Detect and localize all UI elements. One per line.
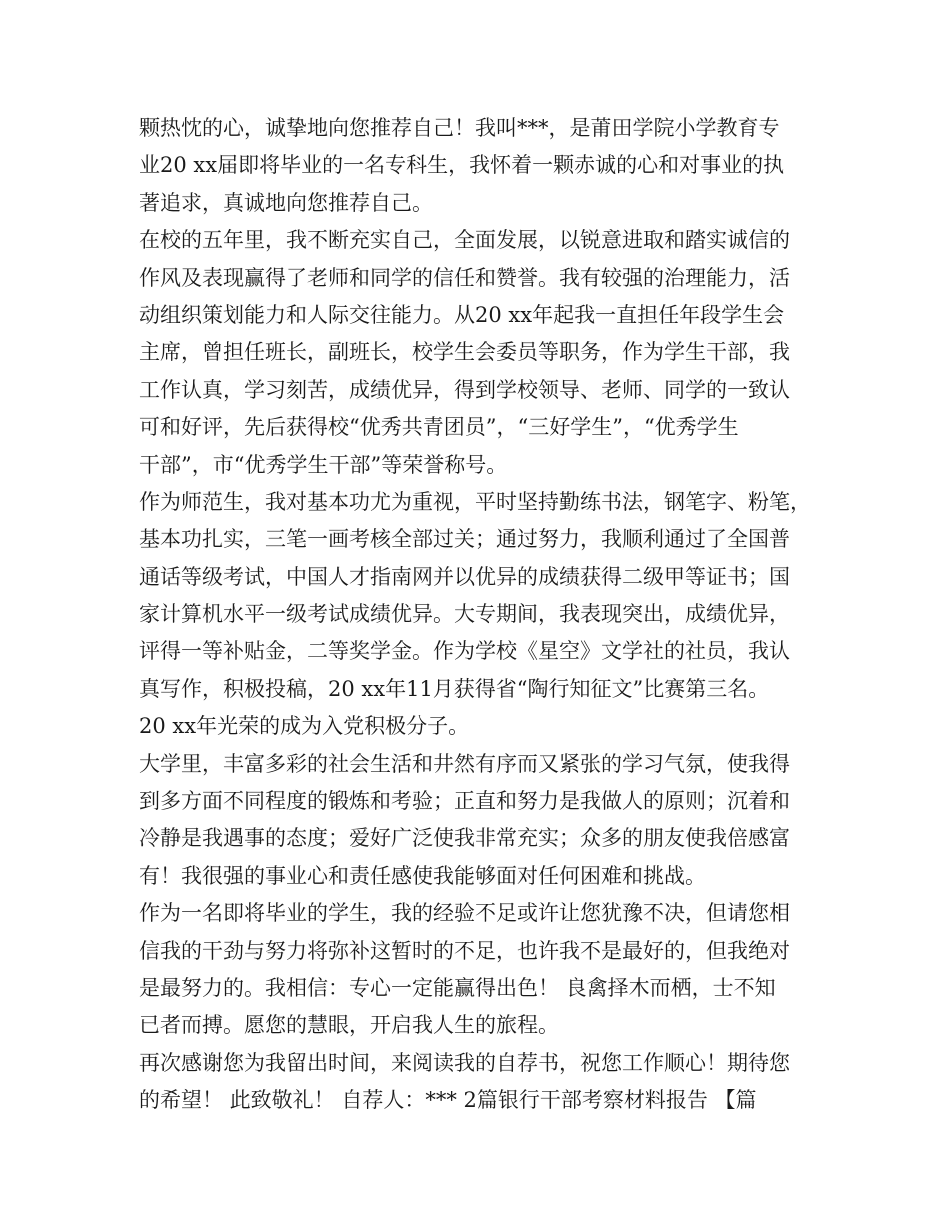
text-line: 工作认真，学习刻苦，成绩优异，得到学校领导、老师、同学的一致认	[139, 377, 790, 402]
text-line: 颗热忱的心，诚挚地向您推荐自己！我叫***，是莆田学院小学教育专	[139, 116, 780, 140]
text-line: 通话等级考试，中国人才指南网并以优异的成绩获得二级甲等证书；国	[139, 564, 790, 589]
text-line: 20 xx年光荣的成为入党积极分子。	[139, 714, 470, 739]
text-line: 是最努力的。我相信：专心一定能赢得出色！ 良禽择木而栖，士不知	[139, 975, 776, 1000]
text-line: 动组织策划能力和人际交往能力。从20 xx年起我一直担任年段学生会	[139, 302, 785, 327]
text-line: 已者而搏。愿您的慧眼，开启我人生的旅程。	[139, 1013, 559, 1038]
text-line: 可和好评，先后获得校“优秀共青团员”，“三好学生”，“优秀学生	[139, 415, 739, 440]
text-line: 有！我很强的事业心和责任感使我能够面对任何困难和挑战。	[139, 863, 706, 888]
text-line: 评得一等补贴金，二等奖学金。作为学校《星空》文学社的社员，我认	[139, 639, 790, 664]
text-line: 再次感谢您为我留出时间，来阅读我的自荐书，祝您工作顺心！期待您	[139, 1050, 790, 1075]
text-line: 业20 xx届即将毕业的一名专科生，我怀着一颗赤诚的心和对事业的执	[139, 153, 785, 178]
text-line: 到多方面不同程度的锻炼和考验；正直和努力是我做人的原则；沉着和	[139, 789, 790, 814]
document-body	[139, 110, 839, 1120]
text-line: 冷静是我遇事的态度；爱好广泛使我非常充实；众多的朋友使我倍感富	[139, 826, 790, 851]
text-line: 作为师范生，我对基本功尤为重视，平时坚持勤练书法，钢笔字、粉笔，	[139, 489, 811, 514]
text-line: 大学里，丰富多彩的社会生活和井然有序而又紧张的学习气氛，使我得	[139, 751, 790, 776]
text-line: 主席，曾担任班长，副班长，校学生会委员等职务，作为学生干部，我	[139, 340, 790, 365]
text-line: 的希望！ 此致敬礼！ 自荐人：*** 2篇银行干部考察材料报告 【篇	[139, 1088, 757, 1113]
text-line: 作风及表现赢得了老师和同学的信任和赞誉。我有较强的治理能力，活	[139, 265, 790, 290]
text-line: 作为一名即将毕业的学生，我的经验不足或许让您犹豫不决，但请您相	[139, 901, 790, 926]
text-line: 基本功扎实，三笔一画考核全部过关；通过努力，我顺利通过了全国普	[139, 527, 790, 552]
text-line: 在校的五年里，我不断充实自己，全面发展，以锐意进取和踏实诚信的	[139, 228, 790, 253]
text-line: 家计算机水平一级考试成绩优异。大专期间，我表现突出，成绩优异，	[139, 602, 790, 627]
text-line: 真写作，积极投稿，20 xx年11月获得省“陶行知征文”比赛第三名。	[139, 676, 770, 701]
text-line: 信我的干劲与努力将弥补这暂时的不足，也许我不是最好的，但我绝对	[139, 938, 790, 963]
text-line: 干部”，市“优秀学生干部”等荣誉称号。	[139, 452, 508, 477]
text-line: 著追求，真诚地向您推荐自己。	[139, 190, 433, 215]
